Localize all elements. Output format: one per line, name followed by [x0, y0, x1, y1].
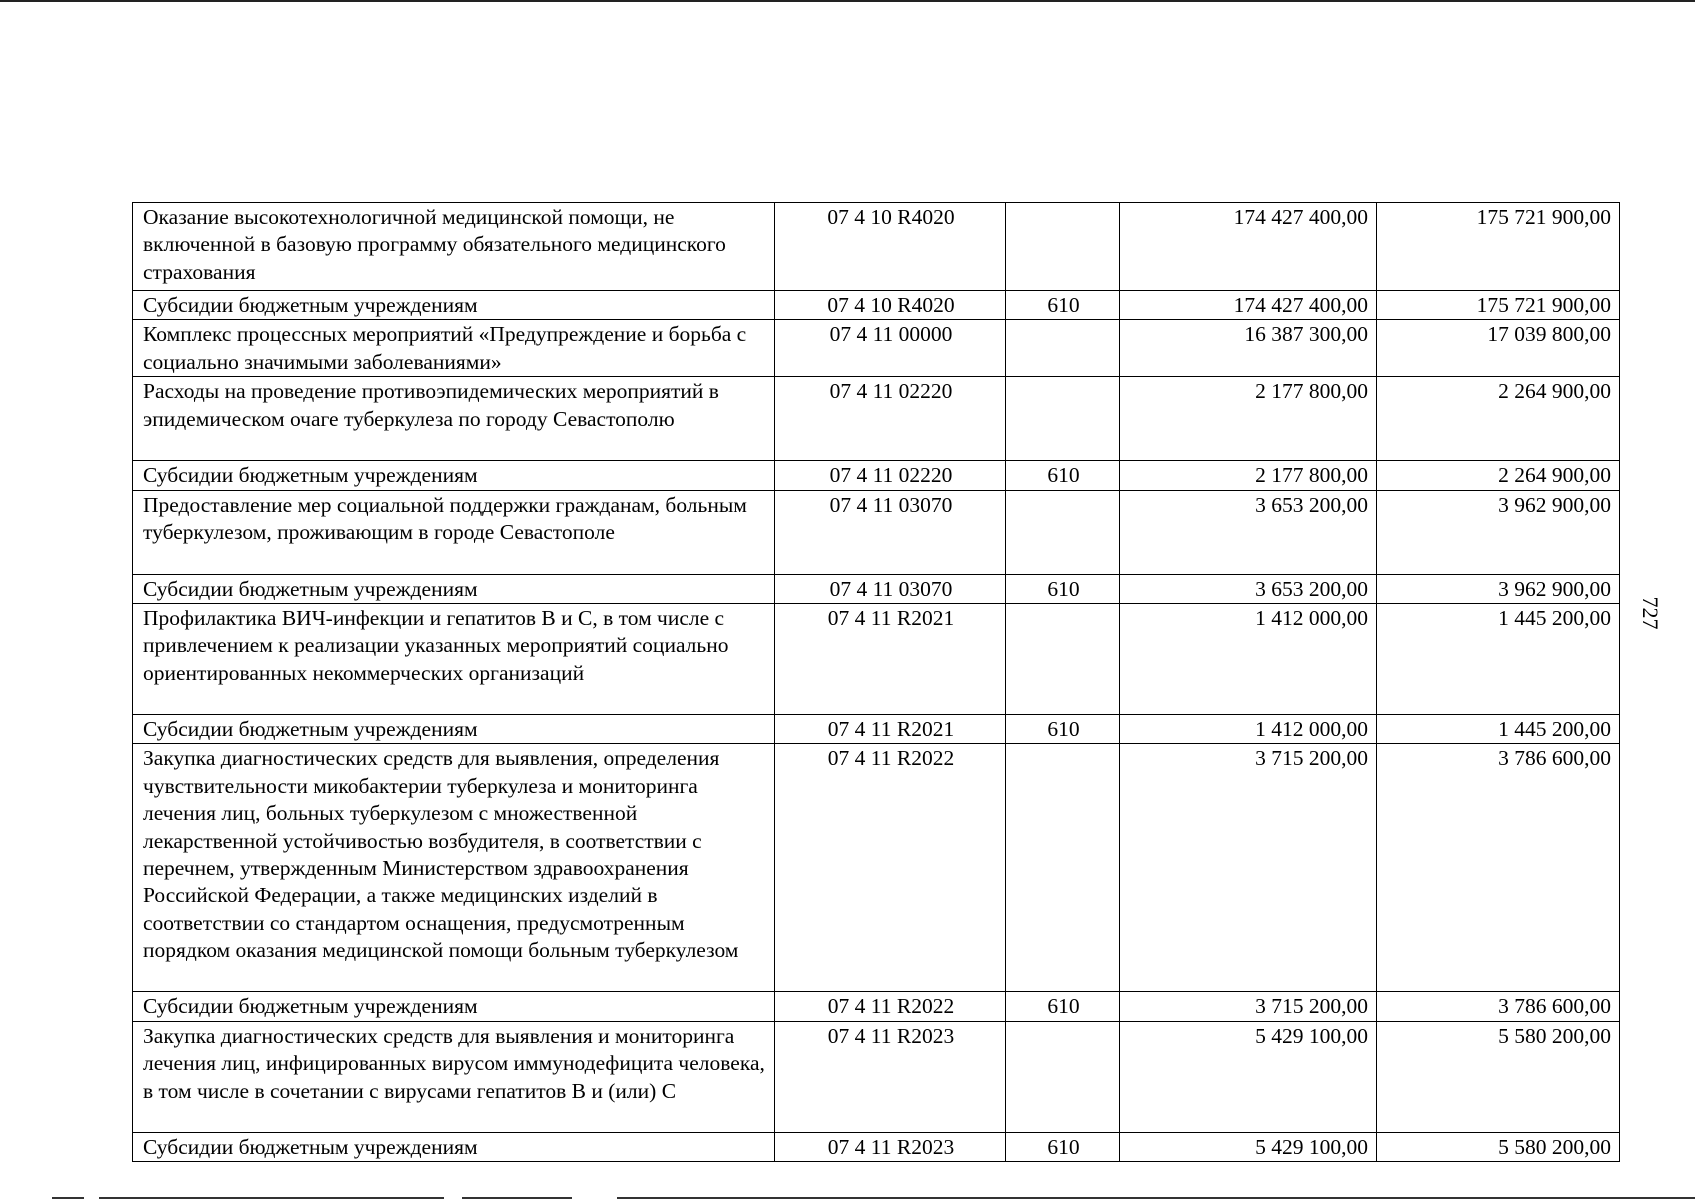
row-amount-year-1: 16 387 300,00	[1120, 320, 1377, 377]
row-amount-year-1: 5 429 100,00	[1120, 1132, 1377, 1161]
row-name: Субсидии бюджетным учреждениям	[133, 992, 775, 1021]
row-amount-year-2: 5 580 200,00	[1377, 1021, 1620, 1132]
page-number: 727	[1638, 596, 1663, 630]
table-row	[133, 574, 1620, 603]
row-expense-type	[1006, 1021, 1120, 1132]
table-row	[133, 992, 1620, 1021]
table-row	[133, 203, 1620, 291]
row-expense-type: 610	[1006, 574, 1120, 603]
row-name: Профилактика ВИЧ-инфекции и гепатитов В и С, в том числе с привлечением к реализации указанных мероприятий социально ориентированных некоммерческих организаций	[133, 604, 775, 715]
row-amount-year-1: 2 177 800,00	[1120, 377, 1377, 461]
table-row	[133, 320, 1620, 377]
row-name: Субсидии бюджетным учреждениям	[133, 461, 775, 490]
row-amount-year-2: 17 039 800,00	[1377, 320, 1620, 377]
row-code: 07 4 11 02220	[775, 461, 1006, 490]
row-expense-type	[1006, 744, 1120, 992]
row-amount-year-2: 3 786 600,00	[1377, 744, 1620, 992]
budget-table	[132, 202, 1620, 1162]
row-name: Субсидии бюджетным учреждениям	[133, 574, 775, 603]
row-expense-type: 610	[1006, 992, 1120, 1021]
row-code: 07 4 11 R2022	[775, 744, 1006, 992]
row-code: 07 4 11 02220	[775, 377, 1006, 461]
top-edge-line	[0, 0, 1695, 2]
row-amount-year-2: 3 962 900,00	[1377, 490, 1620, 574]
table-row	[133, 1132, 1620, 1161]
row-expense-type	[1006, 203, 1120, 291]
row-code: 07 4 11 03070	[775, 574, 1006, 603]
row-code: 07 4 11 R2021	[775, 604, 1006, 715]
row-amount-year-2: 2 264 900,00	[1377, 461, 1620, 490]
row-amount-year-1: 1 412 000,00	[1120, 604, 1377, 715]
table-row	[133, 490, 1620, 574]
row-amount-year-2: 5 580 200,00	[1377, 1132, 1620, 1161]
row-name: Расходы на проведение противоэпидемических мероприятий в эпидемическом очаге туберкулеза по городу Севастополю	[133, 377, 775, 461]
budget-table-body	[133, 203, 1620, 1162]
row-name: Субсидии бюджетным учреждениям	[133, 1132, 775, 1161]
table-row	[133, 715, 1620, 744]
row-amount-year-2: 3 786 600,00	[1377, 992, 1620, 1021]
row-expense-type: 610	[1006, 461, 1120, 490]
table-row	[133, 461, 1620, 490]
bottom-edge-line-3	[462, 1197, 572, 1199]
row-name: Предоставление мер социальной поддержки гражданам, больным туберкулезом, проживающим в городе Севастополе	[133, 490, 775, 574]
row-code: 07 4 10 R4020	[775, 291, 1006, 320]
row-amount-year-1: 1 412 000,00	[1120, 715, 1377, 744]
row-amount-year-1: 2 177 800,00	[1120, 461, 1377, 490]
table-row	[133, 291, 1620, 320]
row-expense-type	[1006, 320, 1120, 377]
row-code: 07 4 10 R4020	[775, 203, 1006, 291]
row-code: 07 4 11 00000	[775, 320, 1006, 377]
table-row	[133, 744, 1620, 992]
row-amount-year-1: 3 715 200,00	[1120, 992, 1377, 1021]
row-name: Оказание высокотехнологичной медицинской помощи, не включенной в базовую программу обязательного медицинского страхования	[133, 203, 775, 291]
row-amount-year-1: 174 427 400,00	[1120, 291, 1377, 320]
row-expense-type	[1006, 377, 1120, 461]
row-amount-year-2: 1 445 200,00	[1377, 604, 1620, 715]
row-amount-year-1: 3 653 200,00	[1120, 574, 1377, 603]
row-expense-type: 610	[1006, 715, 1120, 744]
row-code: 07 4 11 R2023	[775, 1021, 1006, 1132]
row-name: Закупка диагностических средств для выявления и мониторинга лечения лиц, инфицированных вирусом иммунодефицита человека, в том числе в сочетании с вирусами гепатитов В и (или) С	[133, 1021, 775, 1132]
row-code: 07 4 11 R2023	[775, 1132, 1006, 1161]
row-amount-year-1: 3 715 200,00	[1120, 744, 1377, 992]
row-amount-year-2: 175 721 900,00	[1377, 291, 1620, 320]
row-code: 07 4 11 R2021	[775, 715, 1006, 744]
row-expense-type: 610	[1006, 1132, 1120, 1161]
bottom-edge-line-1	[52, 1197, 84, 1199]
bottom-edge-line-4	[617, 1197, 1695, 1199]
table-row	[133, 1021, 1620, 1132]
row-amount-year-1: 3 653 200,00	[1120, 490, 1377, 574]
table-row	[133, 377, 1620, 461]
row-code: 07 4 11 03070	[775, 490, 1006, 574]
row-expense-type: 610	[1006, 291, 1120, 320]
row-code: 07 4 11 R2022	[775, 992, 1006, 1021]
row-name: Субсидии бюджетным учреждениям	[133, 291, 775, 320]
row-expense-type	[1006, 490, 1120, 574]
row-expense-type	[1006, 604, 1120, 715]
row-name: Субсидии бюджетным учреждениям	[133, 715, 775, 744]
row-amount-year-2: 1 445 200,00	[1377, 715, 1620, 744]
row-amount-year-2: 2 264 900,00	[1377, 377, 1620, 461]
table-row	[133, 604, 1620, 715]
row-name: Закупка диагностических средств для выявления, определения чувствительности микобактерии туберкулеза и мониторинга лечения лиц, больных туберкулезом с множественной лекарственной устойчивостью возбудителя, в соответствии с перечнем, утвержденным Министерством здравоохранения Российской Федерации, а также медицинских изделий в соответствии со стандартом оснащения, предусмотренным порядком оказания медицинской помощи больным туберкулезом	[133, 744, 775, 992]
row-name: Комплекс процессных мероприятий «Предупреждение и борьба с социально значимыми заболеваниями»	[133, 320, 775, 377]
row-amount-year-2: 3 962 900,00	[1377, 574, 1620, 603]
bottom-edge-line-2	[99, 1197, 444, 1199]
row-amount-year-1: 174 427 400,00	[1120, 203, 1377, 291]
row-amount-year-1: 5 429 100,00	[1120, 1021, 1377, 1132]
row-amount-year-2: 175 721 900,00	[1377, 203, 1620, 291]
